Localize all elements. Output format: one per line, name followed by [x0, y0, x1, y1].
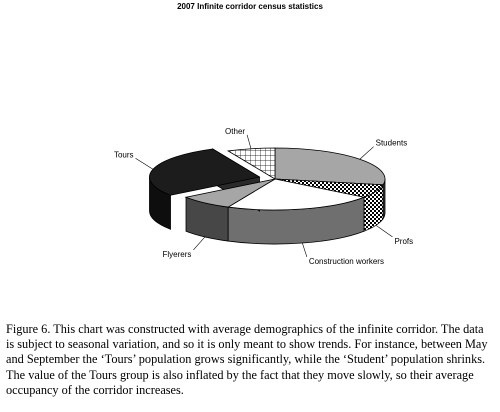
slice-label-profs: Profs	[394, 236, 414, 246]
pie-slice-students	[275, 148, 385, 185]
leader-line-students	[360, 147, 374, 160]
leader-line-other	[247, 135, 251, 149]
slice-label-other: Other	[225, 126, 246, 136]
leader-line-flyerers	[193, 237, 204, 250]
slice-label-students: Students	[375, 138, 408, 148]
leader-line-construction-workers	[302, 243, 306, 257]
slice-label-construction-workers: Construction workers	[308, 256, 384, 266]
leader-line-profs	[376, 225, 393, 237]
figure-caption: Figure 6. This chart was constructed with average demographics of the infinite corridor. The data is subject to seasonal variation, and so it is only meant to show trends. For instance, between May and September the ‘Tours’ population grows significantly, while the ‘Student’ population shrinks. The value of the Tours group is also inflated by the fact that they move slowly, so their average occupancy of the corridor increases.	[6, 322, 488, 397]
leader-line-tours	[136, 158, 153, 169]
chart-title: 2007 Infinite corridor census statistics	[177, 2, 323, 11]
pie-tops	[150, 148, 385, 210]
slice-label-tours: Tours	[113, 150, 134, 160]
slice-label-flyerers: Flyerers	[162, 249, 192, 259]
